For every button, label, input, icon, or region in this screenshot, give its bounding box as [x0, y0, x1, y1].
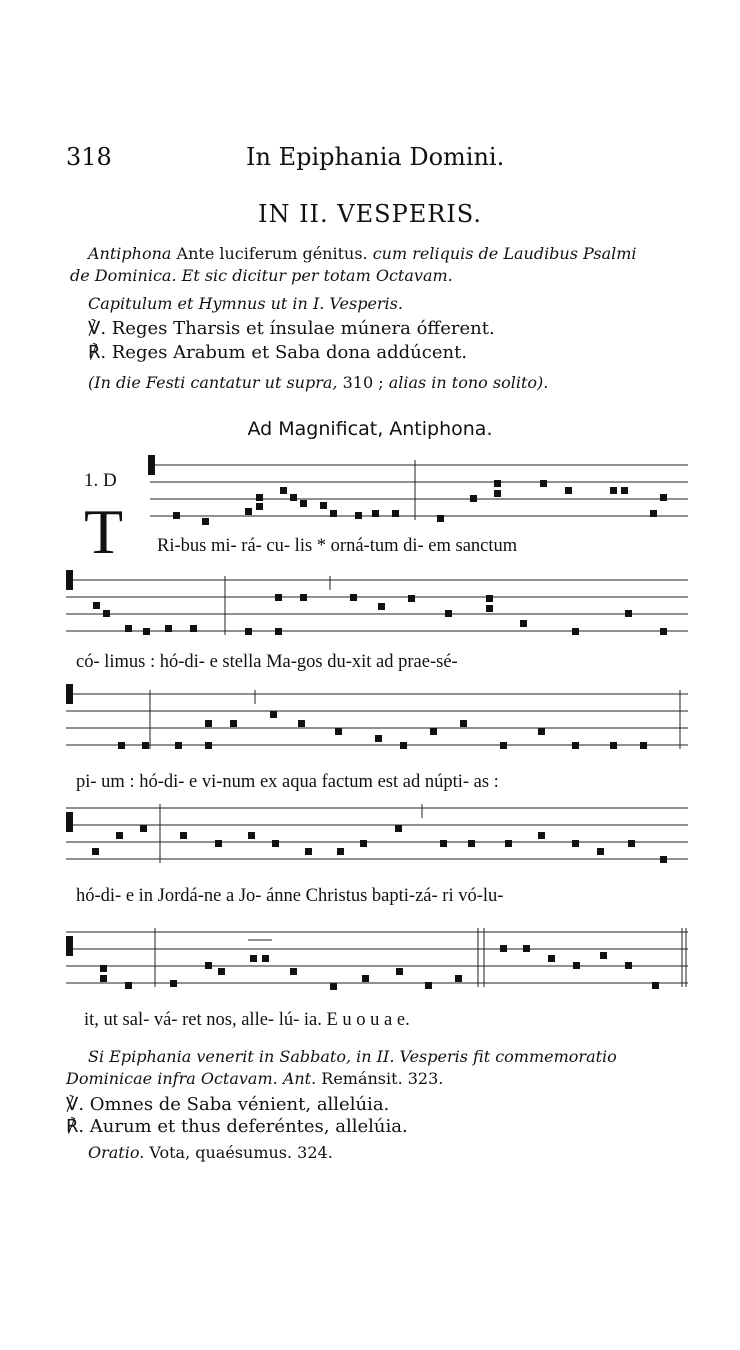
- rubric-note-b: 310 ;: [337, 373, 389, 392]
- lyrics-line-2: có- limus : hó-di- e stella Ma-gos du-xit ad prae-sé-: [76, 652, 458, 672]
- rubric-antiphona: Antiphona: [88, 244, 172, 263]
- running-title: In Epiphania Domini.: [246, 143, 505, 171]
- footer-rubric-2b: Remánsit. 323.: [316, 1069, 444, 1088]
- lyrics-line-5: it, ut sal- vá- ret nos, alle- lú- ia. E u o u a e.: [84, 1010, 410, 1030]
- lyrics-line-4: hó-di- e in Jordá-ne a Jo- ánne Christus bapti-zá- ri vó-lu-: [76, 886, 504, 906]
- chant-mode: 1. D: [84, 470, 117, 491]
- versicle-1: ℣. Reges Tharsis et ínsulae múnera ófferent.: [88, 318, 495, 339]
- rubric-note-c: alias in tono solito).: [388, 373, 549, 392]
- footer-rubric-1: Si Epiphania venerit in Sabbato, in II. Vesperis fit commemoratio: [88, 1047, 617, 1066]
- lyrics-line-1: Ri-bus mi- rá- cu- lis * orná-tum di- em sanctum: [157, 536, 518, 556]
- versicle-2: ℣. Omnes de Saba vénient, allelúia.: [66, 1094, 390, 1115]
- section-title: IN II. VESPERIS.: [257, 200, 483, 228]
- rubric-note-a: (In die Festi cantatur ut supra,: [88, 373, 338, 392]
- antiphon-heading: Ad Magnificat, Antiphona.: [247, 418, 493, 440]
- lyrics-line-3: pi- um : hó-di- e vi-num ex aqua factum est ad núpti- as :: [76, 772, 499, 792]
- oratio-label: Oratio.: [88, 1143, 145, 1162]
- footer-rubric-2: [66, 1068, 443, 1090]
- oratio-line: [88, 1142, 333, 1164]
- page-number: 318: [66, 143, 112, 171]
- rubric-psalmi: cum reliquis de Laudibus Psalmi: [372, 244, 637, 263]
- response-1: ℟. Reges Arabum et Saba dona addúcent.: [88, 342, 468, 363]
- response-2: ℟. Aurum et thus deferéntes, allelúia.: [66, 1116, 408, 1137]
- rubric-line-3: Capitulum et Hymnus ut in I. Vesperis.: [88, 294, 403, 313]
- oratio-text: Vota, quaésumus. 324.: [144, 1143, 333, 1162]
- rubric-line-2: de Dominica. Et sic dicitur per totam Octavam.: [70, 266, 453, 285]
- chant-initial: T: [84, 496, 124, 567]
- rubric-incipit: Ante luciferum génitus.: [171, 244, 373, 263]
- footer-rubric-2a: Dominicae infra Octavam. Ant.: [66, 1069, 317, 1088]
